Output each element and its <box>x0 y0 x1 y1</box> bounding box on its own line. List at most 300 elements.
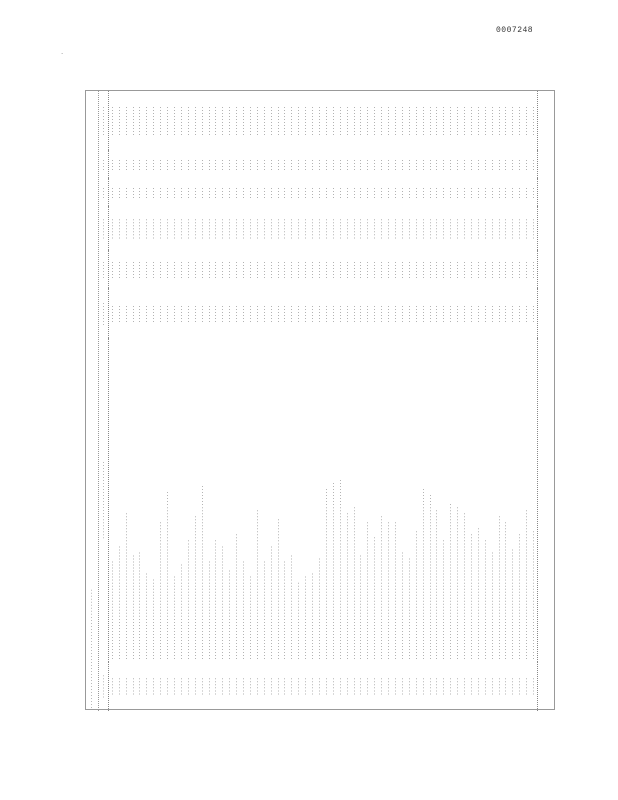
table-cell: ...... <box>488 261 495 280</box>
table-cell: .... <box>212 186 219 199</box>
table-cell: ...... <box>295 261 302 280</box>
table-cell: .......... <box>267 105 274 136</box>
table-cell: ................................................. <box>343 512 350 660</box>
table-cell: .......... <box>316 105 322 136</box>
table-cell: ....... <box>378 218 385 240</box>
table-cell: .... <box>212 158 219 171</box>
table-row <box>171 91 178 711</box>
table-cell: .... <box>433 186 440 199</box>
table-cell: .... <box>385 158 392 171</box>
table-cell: ...... <box>419 261 426 280</box>
table-cell: ...... <box>398 261 405 280</box>
table-cell: ...................................... <box>219 545 226 660</box>
table-cell: .... <box>447 186 454 199</box>
table-cell: .......... <box>240 105 247 136</box>
table-cell: ...... <box>405 677 412 696</box>
table-cell: ................................................ <box>191 515 198 660</box>
table-cell: .... <box>502 158 509 171</box>
table-cell: .......... <box>398 105 405 136</box>
table-cell: ................................................... <box>454 506 461 660</box>
table-row <box>433 91 440 711</box>
table-cell: ...... <box>343 677 350 696</box>
table-cell: ...... <box>530 251 537 290</box>
table-cell: .......... <box>364 105 371 136</box>
table-cell: .... <box>129 186 136 199</box>
table-cell: .... <box>198 158 205 171</box>
table-cell: .................................... <box>398 551 405 660</box>
table-row <box>185 91 192 711</box>
table-cell: ...... <box>267 305 274 324</box>
table-cell: ...... <box>309 305 316 324</box>
table-row <box>502 91 509 711</box>
table-cell: .... <box>143 186 150 199</box>
table-cell: .......................................... <box>516 533 523 660</box>
table-cell: ...... <box>419 677 426 696</box>
table-row <box>399 91 406 711</box>
table-row <box>192 91 199 711</box>
table-cell: ........................................................... <box>329 482 336 660</box>
table-cell: ....... <box>336 218 343 240</box>
table-cell: ...... <box>357 677 364 696</box>
table-row <box>309 91 316 711</box>
table-cell: .... <box>495 158 502 171</box>
table-cell: ...... <box>177 677 184 696</box>
table-row <box>157 91 164 711</box>
table-cell: .... <box>288 186 295 199</box>
table-cell: ...... <box>398 677 405 696</box>
table-cell: .............................................. <box>364 521 371 660</box>
table-cell: .... <box>108 158 115 171</box>
table-row <box>143 91 150 711</box>
table-cell: .......... <box>274 105 281 136</box>
table-cell: .... <box>281 186 288 199</box>
table-cell: .......... <box>129 105 136 136</box>
table-cell: ....... <box>461 218 468 240</box>
table-cell: ...... <box>295 677 302 696</box>
table-cell: .... <box>488 158 495 171</box>
table-cell: ...... <box>343 305 350 324</box>
table-cell: ......................................................... <box>419 488 426 660</box>
table-cell: ....... <box>412 218 419 240</box>
table-cell: ...... <box>184 261 191 280</box>
table-cell: .......... <box>253 105 260 136</box>
table-cell: ...... <box>136 305 143 324</box>
table-cell: .......... <box>454 105 461 136</box>
table-cell: ...... <box>226 261 233 280</box>
table-cell: .... <box>378 186 385 199</box>
table-cell: ...... <box>115 677 122 696</box>
table-cell: .............................. <box>226 569 233 660</box>
table-row <box>337 91 344 711</box>
table-cell: .... <box>329 158 336 171</box>
table-cell: .... <box>488 186 495 199</box>
table-cell: ....... <box>440 218 447 240</box>
table-cell: .... <box>274 158 281 171</box>
table-cell: .......... <box>233 105 240 136</box>
table-cell: ...... <box>433 677 440 696</box>
table-cell: ...... <box>467 677 474 696</box>
table-cell: ................................................... <box>350 506 357 660</box>
table-cell: .......... <box>474 105 481 136</box>
table-cell: ....... <box>122 218 129 240</box>
table-cell: ...... <box>371 677 378 696</box>
table-cell: ....... <box>329 218 336 240</box>
table-cell: ................................. <box>205 560 212 660</box>
table-cell: ....... <box>164 218 171 240</box>
table-cell: .......... <box>516 105 523 136</box>
table-cell: ....... <box>136 218 143 240</box>
table-cell: ................................. <box>240 560 247 660</box>
table-cell: .... <box>246 186 253 199</box>
table-cell: ....... <box>233 218 240 240</box>
table-cell: ...... <box>240 305 247 324</box>
table-cell: ....... <box>474 218 481 240</box>
table-cell: ...... <box>198 677 205 696</box>
table-cell: ...... <box>226 305 233 324</box>
table-cell: ...... <box>233 677 240 696</box>
table-row <box>219 91 226 711</box>
table-cell: .... <box>260 186 267 199</box>
table-row <box>330 91 337 711</box>
column-header: .... <box>99 151 108 179</box>
table-cell: ...... <box>440 261 447 280</box>
table-cell: .... <box>184 158 191 171</box>
table-cell: .... <box>157 186 164 199</box>
table-cell: .......... <box>122 105 129 136</box>
table-cell: .......... <box>502 105 509 136</box>
table-cell: .... <box>170 158 177 171</box>
table-cell: .... <box>115 186 122 199</box>
table-cell: ....... <box>357 218 364 240</box>
table-cell: ...... <box>136 261 143 280</box>
table-row <box>136 91 143 711</box>
table-cell: .......... <box>329 105 336 136</box>
table-cell: ...... <box>412 305 419 324</box>
table-cell: ............................ <box>170 575 177 660</box>
table-cell: .... <box>481 158 488 171</box>
table-cell: ...... <box>260 261 267 280</box>
table-cell: .......... <box>219 105 226 136</box>
table-row <box>130 91 137 711</box>
table-cell: ...... <box>350 261 357 280</box>
table-cell: ...... <box>454 261 461 280</box>
table-cell: .... <box>302 158 309 171</box>
table-cell: ....... <box>226 218 233 240</box>
table-row <box>212 91 219 711</box>
table-cell: ...... <box>246 677 253 696</box>
table-cell: .... <box>329 186 336 199</box>
table-cell: ...... <box>302 305 309 324</box>
table-cell: .......................................... <box>467 533 474 660</box>
table-cell: .......... <box>322 105 329 136</box>
table-cell: ...... <box>309 677 316 696</box>
table-cell: .... <box>191 158 198 171</box>
table-cell: ...... <box>378 677 385 696</box>
table-cell: ...... <box>233 305 240 324</box>
table-cell: ...... <box>530 662 537 711</box>
table-cell: .... <box>267 158 274 171</box>
table-cell: .... <box>136 186 143 199</box>
table-cell: ...... <box>219 305 226 324</box>
table-cell: ...... <box>488 305 495 324</box>
table-cell: ....... <box>391 218 398 240</box>
table-cell: ...... <box>191 261 198 280</box>
table-cell: ....... <box>274 218 281 240</box>
table-cell: .... <box>240 158 247 171</box>
table-row <box>530 91 537 711</box>
table-cell: ....... <box>350 218 357 240</box>
table-cell: ...... <box>523 305 530 324</box>
table-cell: .... <box>426 186 433 199</box>
table-cell: ...... <box>433 305 440 324</box>
table-cell: .................................... <box>488 551 495 660</box>
table-cell: ...... <box>191 677 198 696</box>
table-cell: .... <box>274 186 281 199</box>
table-cell: ............................................ <box>474 527 481 660</box>
table-cell: .......... <box>157 105 164 136</box>
table-cell: ...... <box>426 261 433 280</box>
table-cell: ...... <box>274 677 281 696</box>
table-row <box>468 91 475 711</box>
table-row <box>108 91 115 711</box>
table-cell: ....... <box>398 218 405 240</box>
table-cell: ....... <box>108 218 115 240</box>
table-cell: .......... <box>495 105 502 136</box>
table-cell: ....... <box>184 218 191 240</box>
table-cell: .... <box>205 186 212 199</box>
table-cell: .......... <box>371 105 378 136</box>
table-cell: ...... <box>164 305 171 324</box>
table-cell: ...... <box>474 677 481 696</box>
table-cell: ...... <box>205 261 212 280</box>
table-cell: .......... <box>177 105 184 136</box>
table-cell: .... <box>136 158 143 171</box>
table-cell: .... <box>398 186 405 199</box>
table-cell: .... <box>164 186 171 199</box>
table-cell: .... <box>461 158 468 171</box>
table-cell: .... <box>157 158 164 171</box>
table-cell: ...... <box>530 289 537 338</box>
table-row <box>199 91 206 711</box>
table-cell: .................................... <box>136 551 143 660</box>
table-cell: ....... <box>170 218 177 240</box>
table-cell: ...... <box>177 305 184 324</box>
table-cell: ............................................... <box>274 518 281 660</box>
table-row <box>357 91 364 711</box>
table-header-row <box>99 91 108 711</box>
table-cell: ....... <box>260 218 267 240</box>
column-header: ........ <box>99 662 108 711</box>
table-cell: ...... <box>205 677 212 696</box>
table-row <box>475 91 482 711</box>
table-cell: .... <box>219 186 226 199</box>
table-cell: .... <box>405 186 412 199</box>
table-cell: ...... <box>170 305 177 324</box>
table-cell: .... <box>481 186 488 199</box>
table-cell: ....... <box>530 207 537 251</box>
table-cell: ...... <box>219 677 226 696</box>
table-row <box>447 91 454 711</box>
table-cell: ...... <box>150 305 157 324</box>
table-cell: .... <box>267 186 274 199</box>
table-cell: ....... <box>447 218 454 240</box>
table-cell: ...... <box>226 677 233 696</box>
table-cell: .... <box>164 158 171 171</box>
table-cell: ........................................ <box>440 539 447 660</box>
table-cell: .... <box>405 158 412 171</box>
table-cell: ......................................................... <box>322 488 329 660</box>
table-cell: .......................................... <box>233 533 240 660</box>
table-cell: .... <box>426 158 433 171</box>
table-cell: ...... <box>385 261 392 280</box>
table-cell: ...... <box>281 677 288 696</box>
table-cell: ...... <box>419 305 426 324</box>
table-cell: ...... <box>122 677 129 696</box>
table-cell: ...... <box>136 677 143 696</box>
table-cell: .... <box>364 186 371 199</box>
table-cell: ....... <box>295 218 302 240</box>
table-cell: ...... <box>157 677 164 696</box>
table-cell: ........................................... <box>530 339 537 662</box>
table-cell: .......... <box>385 105 392 136</box>
table-row <box>461 91 468 711</box>
table-cell: .... <box>474 158 481 171</box>
table-cell: ...... <box>336 261 343 280</box>
table-row <box>378 91 385 711</box>
table-cell: .... <box>454 158 461 171</box>
table-cell: .... <box>474 186 481 199</box>
table-row <box>281 91 288 711</box>
table-cell: ...... <box>405 261 412 280</box>
table-cell: ................................ <box>177 563 184 660</box>
table-cell: ...... <box>329 677 336 696</box>
table-cell: ...... <box>316 305 322 324</box>
table-cell: .......... <box>447 105 454 136</box>
table-cell: .... <box>177 158 184 171</box>
table-cell: .... <box>357 158 364 171</box>
table-cell: ................................. <box>260 560 267 660</box>
table-cell: .... <box>316 186 322 199</box>
table-cell: ...... <box>274 261 281 280</box>
table-cell: .... <box>385 186 392 199</box>
table-cell: .... <box>412 158 419 171</box>
table-cell: ....... <box>212 218 219 240</box>
table-cell: .......... <box>488 105 495 136</box>
table-cell: .... <box>322 158 329 171</box>
table-cell: .......... <box>260 105 267 136</box>
table-cell: ...... <box>295 305 302 324</box>
table-cell: .......... <box>419 105 426 136</box>
table-row <box>268 91 275 711</box>
table-cell: .... <box>433 158 440 171</box>
table-cell: .... <box>391 158 398 171</box>
table-cell: ....... <box>150 218 157 240</box>
table-cell: ...... <box>108 261 115 280</box>
table-cell: .... <box>440 186 447 199</box>
table-cell: ....... <box>129 218 136 240</box>
table-cell: ........................................... <box>412 530 419 660</box>
table-cell: ...... <box>143 677 150 696</box>
table-cell: ...... <box>219 261 226 280</box>
table-cell: ...... <box>502 305 509 324</box>
table-cell: ...... <box>433 261 440 280</box>
table-cell: ...................................... <box>267 545 274 660</box>
table-cell: ...... <box>170 677 177 696</box>
table-row <box>275 91 282 711</box>
table-cell: ...... <box>474 305 481 324</box>
table-cell: ....... <box>288 218 295 240</box>
table-cell: ...... <box>233 261 240 280</box>
table-cell: .... <box>233 186 240 199</box>
table-cell: ...... <box>405 305 412 324</box>
table-cell: .... <box>260 158 267 171</box>
table-cell: .......... <box>281 105 288 136</box>
table-cell: .... <box>184 186 191 199</box>
table-cell: ...... <box>246 261 253 280</box>
table-cell: ...... <box>398 305 405 324</box>
table-cell: .......... <box>391 105 398 136</box>
table-cell: ...................................... <box>115 545 122 660</box>
table-cell: ....... <box>157 218 164 240</box>
table-cell: ...... <box>288 677 295 696</box>
table-cell: ...... <box>364 677 371 696</box>
table-cell: .......... <box>288 105 295 136</box>
table-cell: .... <box>467 158 474 171</box>
column-header: .......... <box>99 91 108 151</box>
table-cell: ....... <box>467 218 474 240</box>
table-cell: ...... <box>454 305 461 324</box>
table-cell: .... <box>143 158 150 171</box>
table-cell: .......... <box>523 105 530 136</box>
table-cell: ...... <box>129 261 136 280</box>
table-cell: ............................ <box>302 575 309 660</box>
table-cell: ................................................ <box>378 515 385 660</box>
table-cell: .......... <box>170 105 177 136</box>
table-cell: .................................................. <box>253 509 260 660</box>
table-cell: .... <box>316 158 322 171</box>
table-cell: ...... <box>461 261 468 280</box>
table-row <box>489 91 496 711</box>
table-row <box>116 91 123 711</box>
table-cell: .......... <box>378 105 385 136</box>
table-cell: .... <box>302 186 309 199</box>
table-cell: ...... <box>371 261 378 280</box>
table-cell: ...... <box>316 677 322 696</box>
table-cell: ...... <box>205 305 212 324</box>
table-cell: .... <box>350 186 357 199</box>
table-cell: ....... <box>523 218 530 240</box>
table-cell: ...... <box>157 305 164 324</box>
table-cell: .... <box>398 158 405 171</box>
table-cell: ...... <box>516 261 523 280</box>
table-cell: ...... <box>336 305 343 324</box>
table-cell: ...... <box>509 677 516 696</box>
column-header: .... <box>99 179 108 207</box>
table-cell: ....... <box>481 218 488 240</box>
table-cell: ....... <box>177 218 184 240</box>
table-cell: .......... <box>426 105 433 136</box>
table-cell: ...... <box>440 305 447 324</box>
column-header: ........ <box>99 289 108 338</box>
table-cell: ....... <box>419 218 426 240</box>
table-cell: ............................. <box>143 572 150 660</box>
table-cell: .... <box>509 158 516 171</box>
table-cell: ...... <box>108 305 115 324</box>
table-row <box>240 91 247 711</box>
table-cell: ...... <box>288 305 295 324</box>
table-cell: ...... <box>461 677 468 696</box>
table-row <box>344 91 351 711</box>
